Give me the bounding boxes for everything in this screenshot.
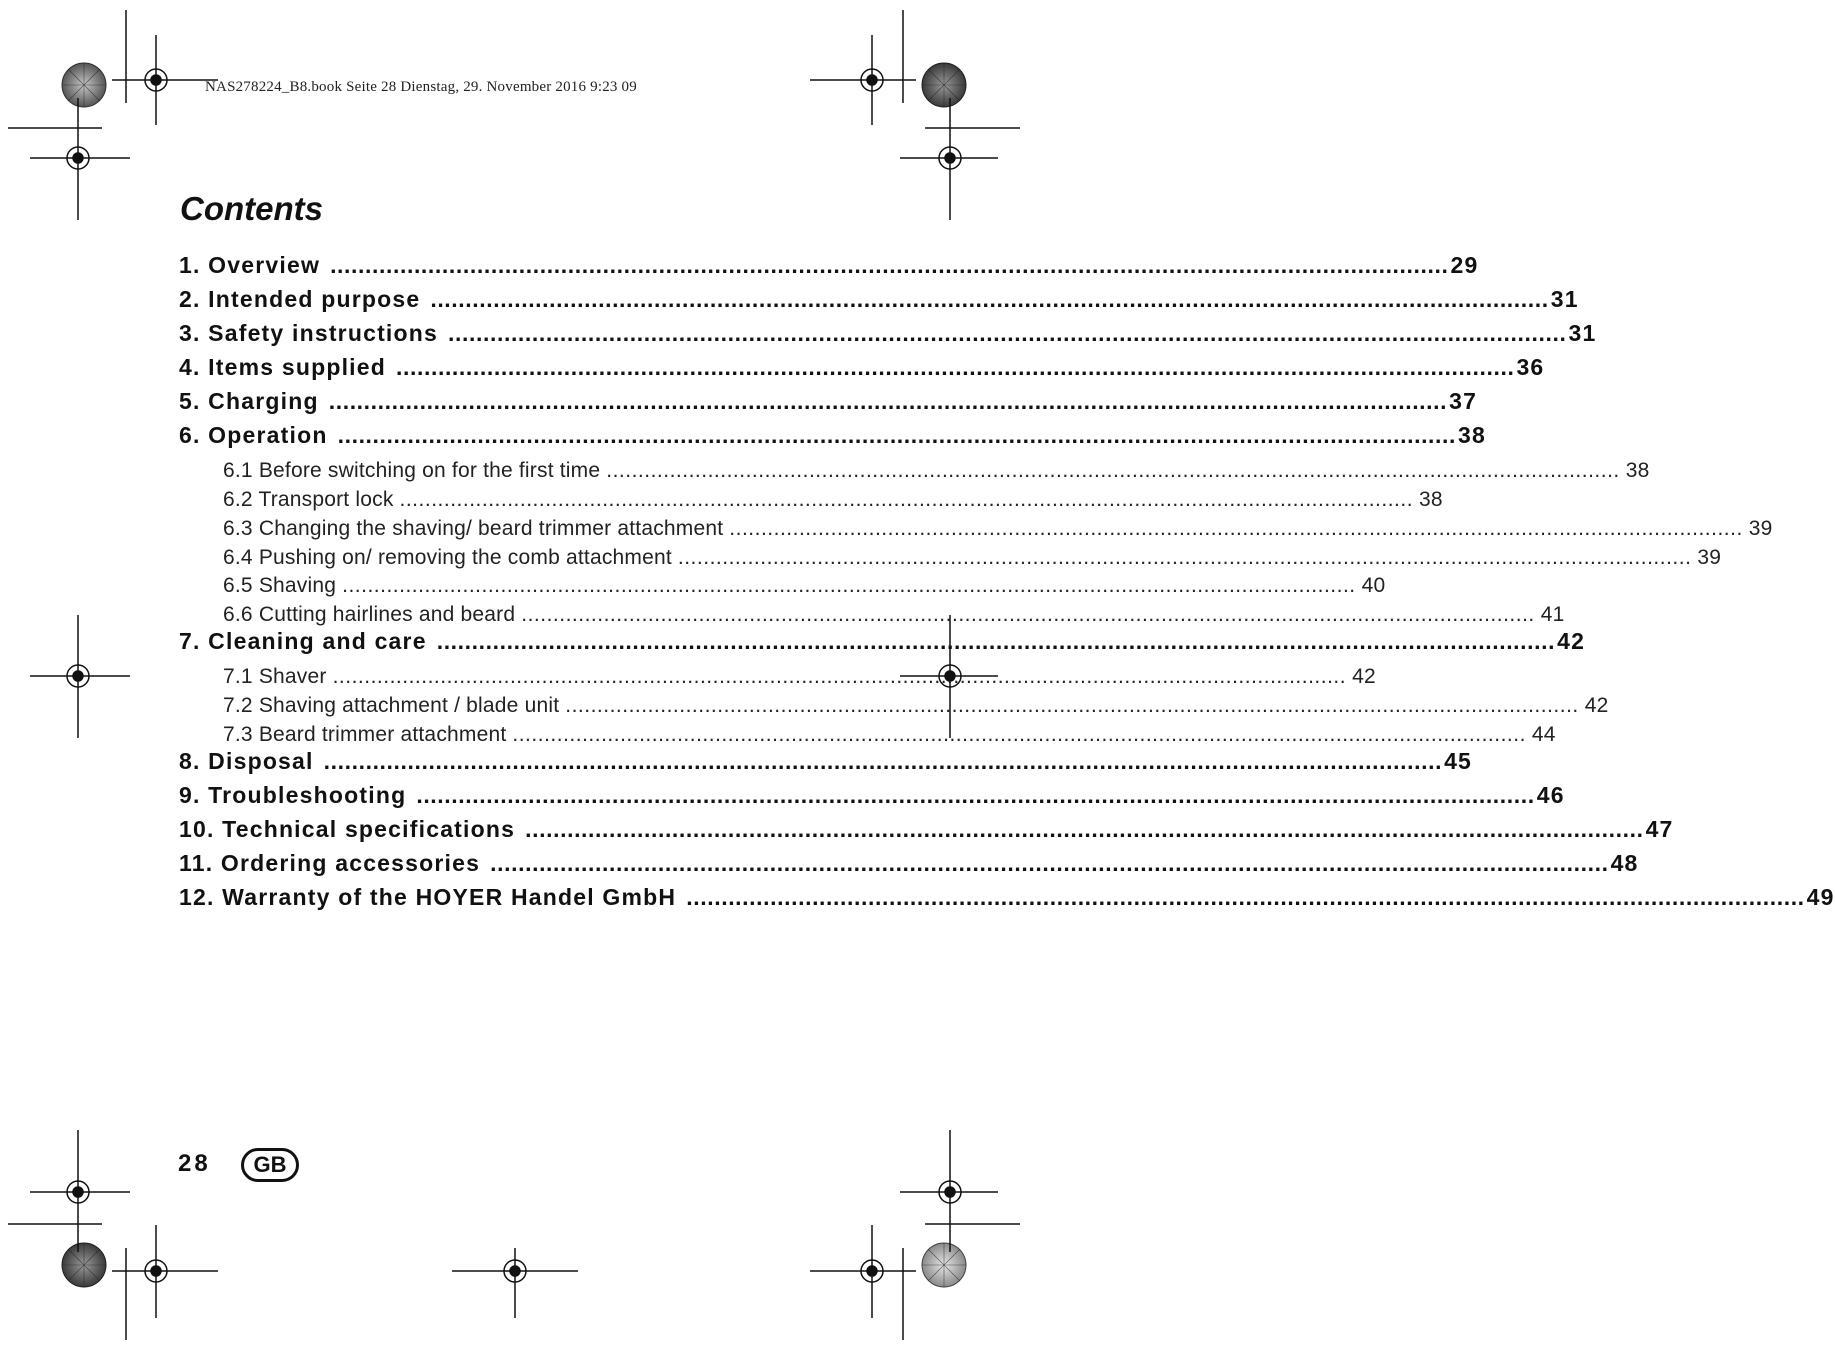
toc-entry-label: 7.3 Beard trimmer attachment (223, 723, 507, 746)
toc-entry-label: 8. Disposal (179, 748, 314, 774)
toc-entry-page: 42 (1557, 628, 1586, 654)
toc-entry-label: 6.6 Cutting hairlines and beard (223, 603, 516, 626)
toc-leader-dots: ................................................................................................................................................................ (606, 459, 1620, 482)
toc-entry (179, 748, 1473, 774)
toc-entry-label: 7.1 Shaver (223, 665, 327, 688)
toc-entry (223, 694, 1609, 717)
toc-leader-dots: ................................................................................................................................................................ (430, 286, 1549, 312)
toc-entry (179, 850, 1639, 876)
toc-leader-dots: ................................................................................................................................................................ (686, 884, 1805, 910)
toc-entry (223, 574, 1386, 597)
toc-leader-dots: ................................................................................................................................................................ (323, 748, 1443, 774)
toc-entry-page: 42 (1352, 665, 1376, 688)
toc-entry (179, 252, 1479, 278)
toc-entry-page: 38 (1419, 488, 1443, 511)
toc-leader-dots: ................................................................................................................................................................ (490, 850, 1609, 876)
toc-entry (179, 884, 1835, 910)
toc-entry-page: 38 (1458, 422, 1486, 448)
toc-entry-page: 41 (1540, 603, 1565, 626)
toc-leader-dots: ................................................................................................................................................................ (330, 252, 1449, 278)
toc-entry-page: 31 (1568, 320, 1597, 346)
toc-leader-dots: ................................................................................................................................................................ (565, 694, 1579, 717)
toc-entry (179, 388, 1478, 414)
toc-entry-page: 39 (1748, 517, 1773, 540)
toc-entry (223, 488, 1443, 511)
toc-leader-dots: ................................................................................................................................................................ (416, 782, 1535, 808)
toc-entry (223, 665, 1376, 688)
toc-entry (179, 782, 1565, 808)
toc-entry-page: 44 (1531, 723, 1556, 746)
page-title: Contents (180, 190, 323, 227)
toc-leader-dots: ................................................................................................................................................................ (332, 665, 1347, 688)
toc-leader-dots: ................................................................................................................................................................ (337, 422, 1457, 448)
toc-entry-label: 12. Warranty of the HOYER Handel GmbH (179, 884, 677, 910)
toc-entry-label: 11. Ordering accessories (179, 850, 481, 876)
toc-leader-dots: ................................................................................................................................................................ (436, 628, 1556, 654)
toc-entry-label: 10. Technical specifications (179, 816, 516, 842)
toc-entry-label: 6.5 Shaving (223, 574, 337, 597)
toc-entry (179, 354, 1545, 380)
toc-entry-page: 38 (1625, 459, 1650, 482)
toc-entry-label: 6.3 Changing the shaving/ beard trimmer attachment (223, 517, 724, 540)
toc-entry-page: 31 (1550, 286, 1579, 312)
toc-entry-page: 49 (1806, 884, 1835, 910)
toc-entry-label: 7.2 Shaving attachment / blade unit (223, 694, 560, 717)
language-badge: GB (241, 1148, 299, 1182)
toc-leader-dots: ................................................................................................................................................................ (328, 388, 1448, 414)
toc-entry-page: 46 (1536, 782, 1565, 808)
toc-entry (179, 816, 1674, 842)
toc-leader-dots: ................................................................................................................................................................ (396, 354, 1515, 380)
print-file-header: NAS278224_B8.book Seite 28 Dienstag, 29. November 2016 9:23 09 (205, 79, 637, 95)
toc-entry-page: 36 (1516, 354, 1545, 380)
toc-entry-label: 6.4 Pushing on/ removing the comb attachment (223, 546, 672, 569)
toc-entry-page: 37 (1449, 388, 1478, 414)
toc-entry-page: 47 (1645, 816, 1674, 842)
toc-entry-page: 29 (1450, 252, 1479, 278)
toc-entry-label: 3. Safety instructions (179, 320, 439, 346)
toc-entry-page: 48 (1610, 850, 1639, 876)
toc-entry-label: 7. Cleaning and care (179, 628, 427, 654)
toc-entry (179, 286, 1579, 312)
toc-entry-page: 42 (1584, 694, 1609, 717)
toc-leader-dots: ................................................................................................................................................................ (677, 546, 1692, 569)
toc-entry-label: 5. Charging (179, 388, 319, 414)
toc-entry (223, 517, 1773, 540)
toc-entry-label: 2. Intended purpose (179, 286, 421, 312)
toc-entry-page: 39 (1697, 546, 1722, 569)
toc-leader-dots: ................................................................................................................................................................ (521, 603, 1535, 626)
toc-entry (223, 459, 1650, 482)
toc-leader-dots: ................................................................................................................................................................ (525, 816, 1644, 842)
toc-entry-label: 6.1 Before switching on for the first time (223, 459, 601, 482)
toc-entry-label: 6. Operation (179, 422, 328, 448)
page-number: 28 (178, 1150, 211, 1177)
toc-entry-label: 4. Items supplied (179, 354, 387, 380)
toc-entry (223, 546, 1722, 569)
toc-entry-page: 45 (1444, 748, 1473, 774)
toc-entry-label: 9. Troubleshooting (179, 782, 407, 808)
toc-entry (179, 422, 1486, 448)
toc-leader-dots: ................................................................................................................................................................ (729, 517, 1743, 540)
toc-leader-dots: ................................................................................................................................................................ (342, 574, 1356, 597)
toc-entry-label: 6.2 Transport lock (223, 488, 394, 511)
toc-leader-dots: ................................................................................................................................................................ (512, 723, 1526, 746)
toc-entry-page: 40 (1361, 574, 1386, 597)
toc-entry (223, 723, 1556, 746)
toc-entry (223, 603, 1565, 626)
toc-leader-dots: ................................................................................................................................................................ (448, 320, 1567, 346)
toc-leader-dots: ................................................................................................................................................................ (399, 488, 1414, 511)
toc-entry-label: 1. Overview (179, 252, 321, 278)
toc-entry (179, 628, 1586, 654)
toc-entry (179, 320, 1597, 346)
